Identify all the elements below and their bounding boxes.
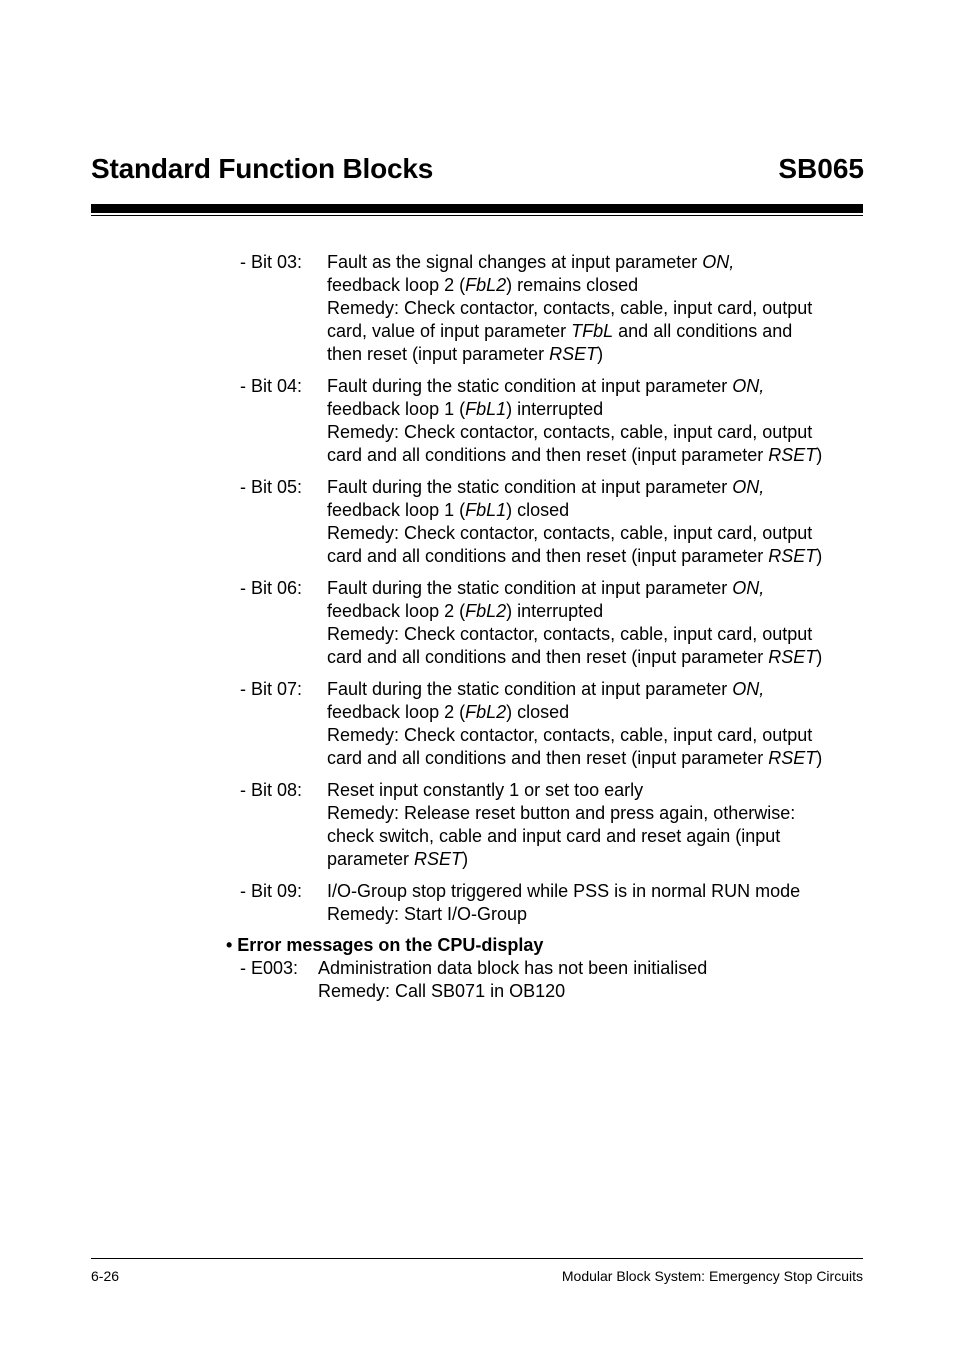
text-segment: )	[816, 445, 823, 465]
text-segment: feedback loop 2 (	[327, 601, 466, 621]
description-line	[327, 444, 887, 467]
text-segment: )	[816, 748, 823, 768]
parameter-name: FbL2	[465, 275, 507, 295]
description-line	[327, 251, 887, 274]
text-segment: Fault during the static condition at input parameter	[327, 376, 733, 396]
text-segment: ) interrupted	[506, 399, 604, 419]
bit-entry	[0, 476, 954, 568]
text-segment: Fault during the static condition at input parameter	[327, 679, 733, 699]
text-segment: card and all conditions and then reset (input parameter	[327, 546, 769, 566]
description-line	[327, 623, 887, 646]
bit-description	[327, 678, 887, 770]
bit-entry	[0, 577, 954, 669]
description-line	[327, 701, 887, 724]
text-segment: card and all conditions and then reset (input parameter	[327, 748, 769, 768]
description-line	[327, 903, 887, 926]
text-segment: ) closed	[506, 702, 570, 722]
parameter-name: ON,	[732, 679, 765, 699]
description-line	[327, 499, 887, 522]
description-line	[327, 802, 887, 825]
parameter-name: RSET	[549, 344, 598, 364]
parameter-name: RSET	[768, 647, 817, 667]
description-line	[327, 522, 887, 545]
description-line	[327, 398, 887, 421]
description-line	[327, 577, 887, 600]
text-segment: Fault during the static condition at input parameter	[327, 477, 733, 497]
description-line	[327, 747, 887, 770]
text-segment: ) closed	[506, 500, 570, 520]
bit-label: - Bit 04:	[240, 376, 303, 396]
text-segment: ) remains closed	[506, 275, 639, 295]
text-segment: feedback loop 1 (	[327, 500, 466, 520]
text-segment: Remedy: Start I/O-Group	[327, 904, 528, 924]
bit-entry	[0, 779, 954, 871]
text-segment: and all conditions and	[613, 321, 793, 341]
description-line	[327, 724, 887, 747]
description-line	[327, 848, 887, 871]
bit-fault-list	[0, 251, 954, 935]
bit-description	[327, 476, 887, 568]
parameter-name: TFbL	[571, 321, 614, 341]
description-line	[327, 375, 887, 398]
bit-description	[327, 251, 887, 366]
parameter-name: RSET	[768, 546, 817, 566]
footer-rule	[91, 1258, 863, 1259]
parameter-name: ON,	[702, 252, 735, 272]
text-segment: I/O-Group stop triggered while PSS is in normal RUN mode	[327, 881, 801, 901]
header-rule-thin	[91, 215, 863, 216]
bit-description	[327, 375, 887, 467]
text-segment: check switch, cable and input card and reset again (input	[327, 826, 781, 846]
bit-entry	[0, 251, 954, 366]
parameter-name: ON,	[732, 578, 765, 598]
text-segment: feedback loop 2 (	[327, 702, 466, 722]
parameter-name: RSET	[768, 748, 817, 768]
description-line	[327, 421, 887, 444]
bit-label: - Bit 05:	[240, 477, 303, 497]
bit-label: - Bit 07:	[240, 679, 303, 699]
error-line: Remedy: Call SB071 in OB120	[318, 981, 566, 1001]
text-segment: Remedy: Check contactor, contacts, cable, input card, output	[327, 422, 813, 442]
text-segment: Remedy: Check contactor, contacts, cable, input card, output	[327, 725, 813, 745]
bit-label: - Bit 08:	[240, 780, 303, 800]
text-segment: Remedy: Check contactor, contacts, cable, input card, output	[327, 298, 813, 318]
description-line	[327, 274, 887, 297]
text-segment: )	[597, 344, 604, 364]
error-description	[318, 957, 707, 1003]
bit-description	[327, 779, 887, 871]
bit-label: - Bit 06:	[240, 578, 303, 598]
bit-description	[327, 880, 887, 926]
error-messages-heading: • Error messages on the CPU-display	[226, 935, 544, 955]
description-line	[327, 320, 887, 343]
parameter-name: FbL1	[465, 500, 507, 520]
bit-entry	[0, 375, 954, 467]
parameter-name: RSET	[414, 849, 463, 869]
page-number: 6-26	[91, 1268, 120, 1284]
description-line	[327, 343, 887, 366]
text-segment: Remedy: Release reset button and press again, otherwise:	[327, 803, 796, 823]
parameter-name: RSET	[768, 445, 817, 465]
text-segment: ) interrupted	[506, 601, 604, 621]
text-segment: Remedy: Check contactor, contacts, cable, input card, output	[327, 624, 813, 644]
description-line	[327, 779, 887, 802]
error-code: - E003:	[240, 958, 299, 978]
text-segment: card, value of input parameter	[327, 321, 572, 341]
text-segment: Remedy: Check contactor, contacts, cable, input card, output	[327, 523, 813, 543]
error-line: Administration data block has not been initialised	[318, 958, 708, 978]
text-segment: Fault during the static condition at input parameter	[327, 578, 733, 598]
header-rule-thick	[91, 204, 863, 213]
text-segment: Reset input constantly 1 or set too early	[327, 780, 644, 800]
description-line	[327, 545, 887, 568]
description-line	[327, 825, 887, 848]
parameter-name: FbL2	[465, 601, 507, 621]
text-segment: )	[816, 546, 823, 566]
text-segment: )	[462, 849, 469, 869]
text-segment: )	[816, 647, 823, 667]
footer-document-title: Modular Block System: Emergency Stop Circuits	[561, 1268, 863, 1284]
text-segment: parameter	[327, 849, 415, 869]
bit-label: - Bit 09:	[240, 881, 303, 901]
bit-description	[327, 577, 887, 669]
text-segment: then reset (input parameter	[327, 344, 550, 364]
text-segment: Fault as the signal changes at input parameter	[327, 252, 703, 272]
text-segment: card and all conditions and then reset (input parameter	[327, 647, 769, 667]
bit-entry	[0, 880, 954, 926]
text-segment: card and all conditions and then reset (input parameter	[327, 445, 769, 465]
description-line	[327, 880, 887, 903]
text-segment: feedback loop 2 (	[327, 275, 466, 295]
description-line	[327, 678, 887, 701]
page-title: Standard Function Blocks	[91, 153, 434, 184]
bit-entry	[0, 678, 954, 770]
parameter-name: ON,	[732, 477, 765, 497]
description-line	[327, 646, 887, 669]
bit-label: - Bit 03:	[240, 252, 303, 272]
block-code: SB065	[778, 153, 864, 184]
description-line	[327, 476, 887, 499]
parameter-name: FbL2	[465, 702, 507, 722]
parameter-name: ON,	[732, 376, 765, 396]
description-line	[327, 297, 887, 320]
description-line	[327, 600, 887, 623]
parameter-name: FbL1	[465, 399, 507, 419]
text-segment: feedback loop 1 (	[327, 399, 466, 419]
